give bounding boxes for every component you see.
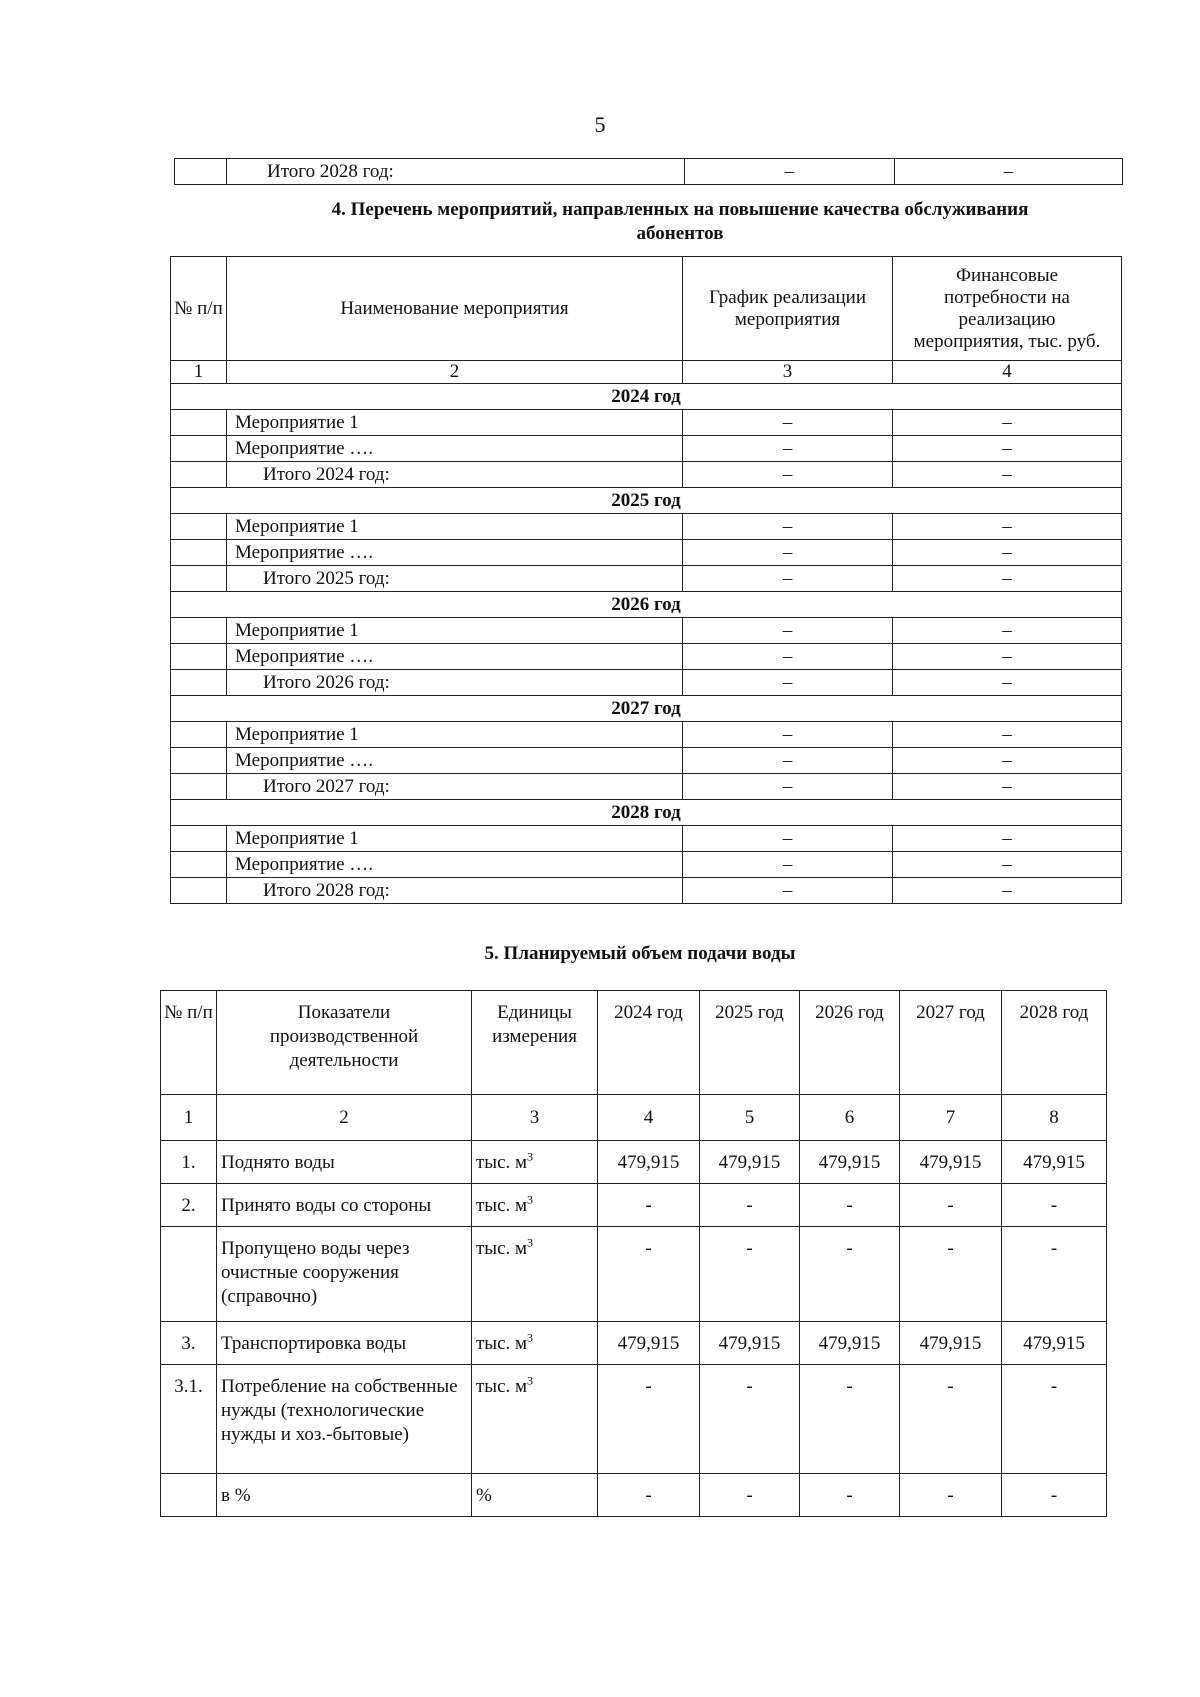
unit-cell: [472, 1184, 598, 1227]
header-num: № п/п: [161, 991, 217, 1095]
measure-name: Мероприятие ….: [227, 436, 683, 462]
cost-cell: –: [893, 670, 1122, 696]
cost-cell: –: [893, 748, 1122, 774]
cost-cell: –: [893, 436, 1122, 462]
cost-cell: –: [893, 462, 1122, 488]
header-name: Наименование мероприятия: [227, 257, 683, 361]
colnum-cell: 1: [171, 361, 227, 384]
colnum-cell: 6: [800, 1095, 900, 1141]
schedule-cell: –: [685, 159, 895, 185]
header-year: 2026 год: [800, 991, 900, 1095]
num-cell: [171, 670, 227, 696]
total-label: Итого 2027 год:: [227, 774, 683, 800]
cost-cell: –: [893, 878, 1122, 904]
value-cell: -: [1002, 1227, 1107, 1322]
value-cell: -: [900, 1474, 1002, 1517]
num-cell: [171, 826, 227, 852]
value-cell: -: [700, 1227, 800, 1322]
schedule-cell: –: [683, 774, 893, 800]
schedule-cell: –: [683, 644, 893, 670]
colnum-cell: 3: [472, 1095, 598, 1141]
unit-cell: [472, 1322, 598, 1365]
table-row: [161, 1141, 1107, 1184]
measure-name: Мероприятие 1: [227, 618, 683, 644]
total-label: Итого 2028 год:: [227, 159, 685, 185]
cost-cell: –: [893, 852, 1122, 878]
schedule-cell: –: [683, 618, 893, 644]
column-number-row: [171, 361, 1122, 384]
value-cell: -: [800, 1474, 900, 1517]
year-row: [171, 488, 1122, 514]
unit-cell: [472, 1365, 598, 1474]
indicator-name: Пропущено воды через очистные сооружения (справочно): [217, 1227, 472, 1322]
colnum-cell: 1: [161, 1095, 217, 1141]
previous-table-tail: [174, 158, 1123, 185]
cost-cell: –: [893, 826, 1122, 852]
num-cell: [171, 618, 227, 644]
unit-cell: [472, 1141, 598, 1184]
value-cell: -: [598, 1474, 700, 1517]
total-row: [171, 878, 1122, 904]
row-num: 3.1.: [161, 1365, 217, 1474]
num-cell: [175, 159, 227, 185]
num-cell: [171, 566, 227, 592]
indicator-name: Потребление на собственные нужды (технологические нужды и хоз.-бытовые): [217, 1365, 472, 1474]
table-row: [171, 722, 1122, 748]
value-cell: -: [1002, 1184, 1107, 1227]
measure-name: Мероприятие ….: [227, 748, 683, 774]
unit-cell: [472, 1227, 598, 1322]
column-number-row: [161, 1095, 1107, 1141]
value-cell: 479,915: [900, 1141, 1002, 1184]
num-cell: [171, 436, 227, 462]
table-row: [161, 1184, 1107, 1227]
year-label: 2026 год: [171, 592, 1122, 618]
header-schedule: График реализации мероприятия: [683, 257, 893, 361]
schedule-cell: –: [683, 670, 893, 696]
num-cell: [171, 644, 227, 670]
header-year: 2024 год: [598, 991, 700, 1095]
row-num: [161, 1474, 217, 1517]
header-indicator: Показатели производственной деятельности: [217, 991, 472, 1095]
unit-text: тыс. м: [476, 1376, 528, 1397]
schedule-cell: –: [683, 878, 893, 904]
table-row: [171, 540, 1122, 566]
cost-cell: –: [893, 618, 1122, 644]
table-row: [171, 436, 1122, 462]
value-cell: -: [1002, 1365, 1107, 1474]
table-row: [171, 852, 1122, 878]
measure-name: Мероприятие 1: [227, 514, 683, 540]
measure-name: Мероприятие 1: [227, 410, 683, 436]
page-number: 5: [594, 112, 606, 137]
year-row: [171, 592, 1122, 618]
table-row: [161, 1365, 1107, 1474]
total-row: [171, 566, 1122, 592]
header-cost: Финансовые потребности на реализацию мероприятия, тыс. руб.: [893, 257, 1122, 361]
value-cell: -: [800, 1365, 900, 1474]
cost-cell: –: [893, 774, 1122, 800]
value-cell: -: [900, 1365, 1002, 1474]
measure-name: Мероприятие ….: [227, 540, 683, 566]
unit-text: %: [476, 1485, 492, 1506]
num-cell: [171, 540, 227, 566]
cost-cell: –: [895, 159, 1123, 185]
header-unit: Единицы измерения: [472, 991, 598, 1095]
year-label: 2028 год: [171, 800, 1122, 826]
value-cell: -: [598, 1227, 700, 1322]
cost-cell: –: [893, 644, 1122, 670]
row-num: [161, 1227, 217, 1322]
value-cell: -: [900, 1184, 1002, 1227]
section4-title-line1: 4. Перечень мероприятий, направленных на повышение качества обслуживания: [331, 199, 1029, 220]
colnum-cell: 4: [893, 361, 1122, 384]
schedule-cell: –: [683, 514, 893, 540]
table-row: [161, 1227, 1107, 1322]
cost-cell: –: [893, 566, 1122, 592]
section5-title: 5. Планируемый объем подачи воды: [484, 943, 796, 964]
cost-cell: –: [893, 410, 1122, 436]
total-label: Итого 2028 год:: [227, 878, 683, 904]
water-supply-table: [160, 990, 1107, 1517]
value-cell: -: [800, 1184, 900, 1227]
row-num: 1.: [161, 1141, 217, 1184]
indicator-name: Транспортировка воды: [217, 1322, 472, 1365]
unit-superscript: 3: [527, 1235, 534, 1250]
table-header-row: [171, 257, 1122, 361]
measure-name: Мероприятие ….: [227, 852, 683, 878]
unit-superscript: 3: [527, 1373, 534, 1388]
total-row: [171, 774, 1122, 800]
table-row: [171, 514, 1122, 540]
unit-superscript: 3: [527, 1330, 534, 1345]
schedule-cell: –: [683, 722, 893, 748]
year-label: 2024 год: [171, 384, 1122, 410]
value-cell: -: [598, 1184, 700, 1227]
row-num: 3.: [161, 1322, 217, 1365]
table-row: [161, 1322, 1107, 1365]
header-year: 2028 год: [1002, 991, 1107, 1095]
total-label: Итого 2026 год:: [227, 670, 683, 696]
unit-superscript: 3: [527, 1149, 534, 1164]
num-cell: [171, 878, 227, 904]
table-row: [171, 644, 1122, 670]
value-cell: 479,915: [800, 1322, 900, 1365]
unit-text: тыс. м: [476, 1152, 528, 1173]
measure-name: Мероприятие 1: [227, 826, 683, 852]
table-row: [171, 618, 1122, 644]
num-cell: [171, 852, 227, 878]
total-label: Итого 2025 год:: [227, 566, 683, 592]
table-row: [171, 748, 1122, 774]
indicator-name: в %: [217, 1474, 472, 1517]
value-cell: -: [700, 1365, 800, 1474]
measures-table: [170, 256, 1122, 904]
table-row: [171, 410, 1122, 436]
num-cell: [171, 774, 227, 800]
colnum-cell: 7: [900, 1095, 1002, 1141]
table-row: [175, 159, 1123, 185]
value-cell: -: [700, 1474, 800, 1517]
num-cell: [171, 410, 227, 436]
table-row: [171, 826, 1122, 852]
cost-cell: –: [893, 540, 1122, 566]
value-cell: 479,915: [598, 1141, 700, 1184]
value-cell: -: [598, 1365, 700, 1474]
table-header-row: [161, 991, 1107, 1095]
unit-cell: [472, 1474, 598, 1517]
colnum-cell: 8: [1002, 1095, 1107, 1141]
schedule-cell: –: [683, 436, 893, 462]
value-cell: 479,915: [800, 1141, 900, 1184]
num-cell: [171, 722, 227, 748]
header-num: № п/п: [171, 257, 227, 361]
total-row: [171, 670, 1122, 696]
colnum-cell: 4: [598, 1095, 700, 1141]
year-row: [171, 696, 1122, 722]
num-cell: [171, 748, 227, 774]
value-cell: 479,915: [900, 1322, 1002, 1365]
value-cell: -: [800, 1227, 900, 1322]
value-cell: 479,915: [1002, 1141, 1107, 1184]
total-row: [171, 462, 1122, 488]
unit-text: тыс. м: [476, 1195, 528, 1216]
unit-superscript: 3: [527, 1192, 534, 1207]
value-cell: -: [1002, 1474, 1107, 1517]
schedule-cell: –: [683, 540, 893, 566]
value-cell: 479,915: [700, 1141, 800, 1184]
year-label: 2025 год: [171, 488, 1122, 514]
num-cell: [171, 462, 227, 488]
value-cell: 479,915: [1002, 1322, 1107, 1365]
schedule-cell: –: [683, 748, 893, 774]
unit-text: тыс. м: [476, 1238, 528, 1259]
num-cell: [171, 514, 227, 540]
value-cell: -: [900, 1227, 1002, 1322]
section4-title-line2: абонентов: [636, 223, 724, 244]
schedule-cell: –: [683, 826, 893, 852]
colnum-cell: 2: [227, 361, 683, 384]
value-cell: 479,915: [598, 1322, 700, 1365]
year-row: [171, 800, 1122, 826]
table-row: [161, 1474, 1107, 1517]
unit-text: тыс. м: [476, 1333, 528, 1354]
schedule-cell: –: [683, 410, 893, 436]
indicator-name: Принято воды со стороны: [217, 1184, 472, 1227]
cost-cell: –: [893, 514, 1122, 540]
schedule-cell: –: [683, 566, 893, 592]
measure-name: Мероприятие 1: [227, 722, 683, 748]
header-year: 2025 год: [700, 991, 800, 1095]
section4-title: [250, 198, 1110, 246]
year-row: [171, 384, 1122, 410]
colnum-cell: 3: [683, 361, 893, 384]
year-label: 2027 год: [171, 696, 1122, 722]
measure-name: Мероприятие ….: [227, 644, 683, 670]
cost-cell: –: [893, 722, 1122, 748]
value-cell: -: [700, 1184, 800, 1227]
header-year: 2027 год: [900, 991, 1002, 1095]
row-num: 2.: [161, 1184, 217, 1227]
colnum-cell: 2: [217, 1095, 472, 1141]
total-label: Итого 2024 год:: [227, 462, 683, 488]
schedule-cell: –: [683, 852, 893, 878]
schedule-cell: –: [683, 462, 893, 488]
value-cell: 479,915: [700, 1322, 800, 1365]
indicator-name: Поднято воды: [217, 1141, 472, 1184]
colnum-cell: 5: [700, 1095, 800, 1141]
